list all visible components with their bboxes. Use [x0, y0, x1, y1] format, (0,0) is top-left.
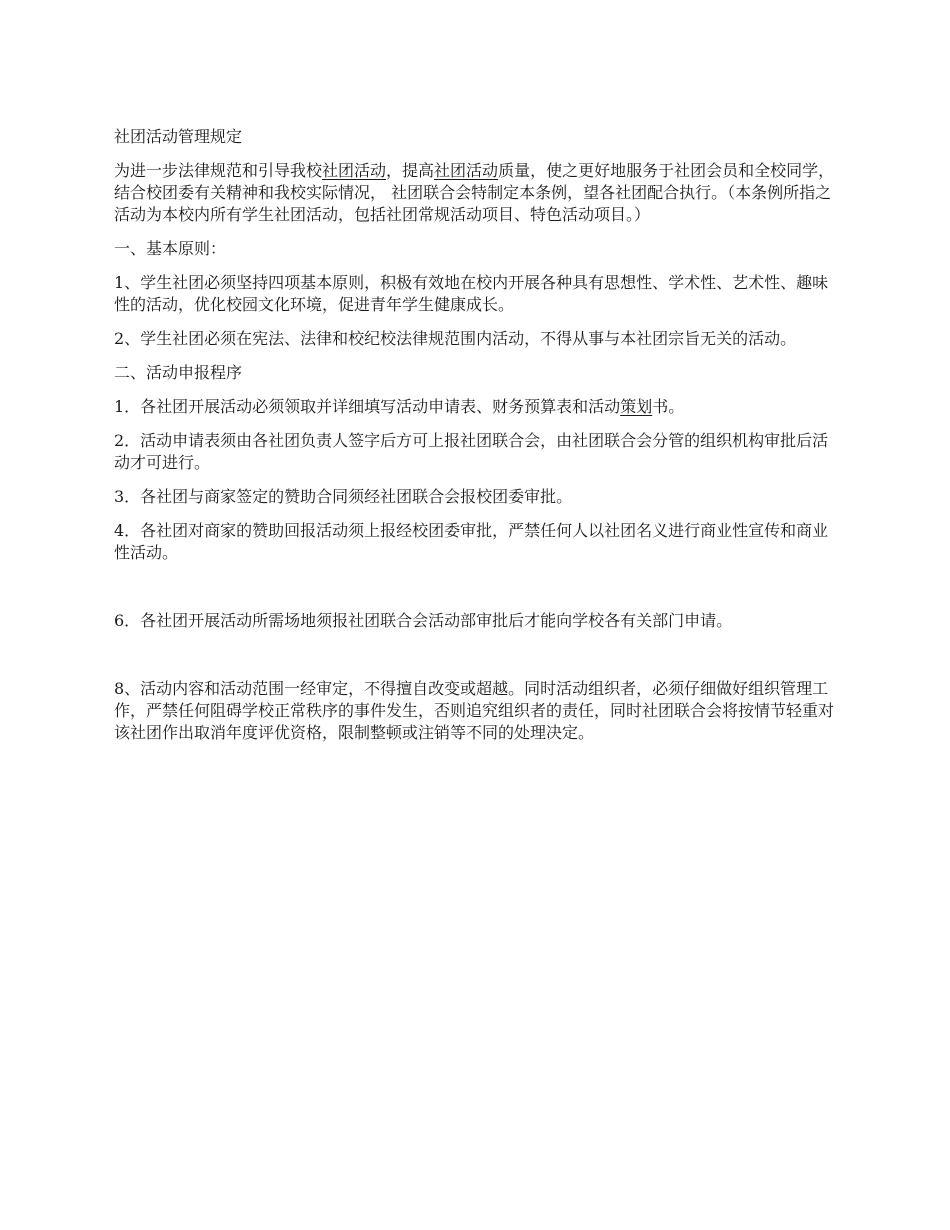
document-title: 社团活动管理规定 — [114, 127, 243, 146]
section2-item-2: 2．活动申请表须由各社团负责人签字后方可上报社团联合会，由社团联合会分管的组织机构审批后活动才可进行。 — [114, 431, 829, 472]
section2-item-1-text-1: 1．各社团开展活动必须领取并详细填写活动申请表、财务预算表和活动 — [114, 397, 621, 416]
intro-text-3: 质量，使之更好地服务于社团会员和全校同学，结合校团委有关精神和我校实际情况， 社团联合会特制定本条例，望各社团配合执行。（本条例所指之活动为本校内所有学生社团活动，包括社团常规活动项目、特色活动项目。） — [114, 161, 835, 224]
section1-item-2: 2、学生社团必须在宪法、法律和校纪校法律规范围内活动，不得从事与本社团宗旨无关的活动。 — [114, 329, 797, 348]
section2-heading: 二、活动申报程序 — [114, 363, 243, 382]
document-body — [114, 126, 844, 756]
section1-item-1: 1、学生社团必须坚持四项基本原则，积极有效地在校内开展各种具有思想性、学术性、艺术性、趣味性的活动，优化校园文化环境，促进青年学生健康成长。 — [114, 273, 829, 314]
blank-gap — [114, 576, 844, 610]
blank-gap — [114, 644, 844, 678]
section2-item-8: 8、活动内容和活动范围一经审定，不得擅自改变或超越。同时活动组织者，必须仔细做好组织管理工作，严禁任何阻碍学校正常秩序的事件发生，否则追究组织者的责任，同时社团联合会将按情节轻重对该社团作出取消年度评优资格，限制整顿或注销等不同的处理决定。 — [114, 679, 835, 742]
section2-item-3: 3．各社团与商家签定的赞助合同须经社团联合会报校团委审批。 — [114, 487, 573, 506]
link-planning[interactable]: 策划 — [620, 397, 653, 416]
section2-item-4: 4．各社团对商家的赞助回报活动须上报经校团委审批，严禁任何人以社团名义进行商业性宣传和商业性活动。 — [114, 521, 829, 562]
intro-text-2: ，提高 — [386, 161, 435, 180]
link-club-activities-1[interactable]: 社团活动 — [322, 161, 387, 180]
link-club-activities-2[interactable]: 社团活动 — [434, 161, 499, 180]
section1-heading: 一、基本原则： — [114, 239, 227, 258]
section2-item-6: 6．各社团开展活动所需场地须报社团联合会活动部审批后才能向学校各有关部门申请。 — [114, 611, 733, 630]
section2-item-1 — [114, 396, 844, 418]
section2-item-1-text-2: 书。 — [652, 397, 685, 416]
intro-paragraph — [114, 160, 844, 226]
intro-text-1: 为进一步法律规范和引导我校 — [114, 161, 323, 180]
